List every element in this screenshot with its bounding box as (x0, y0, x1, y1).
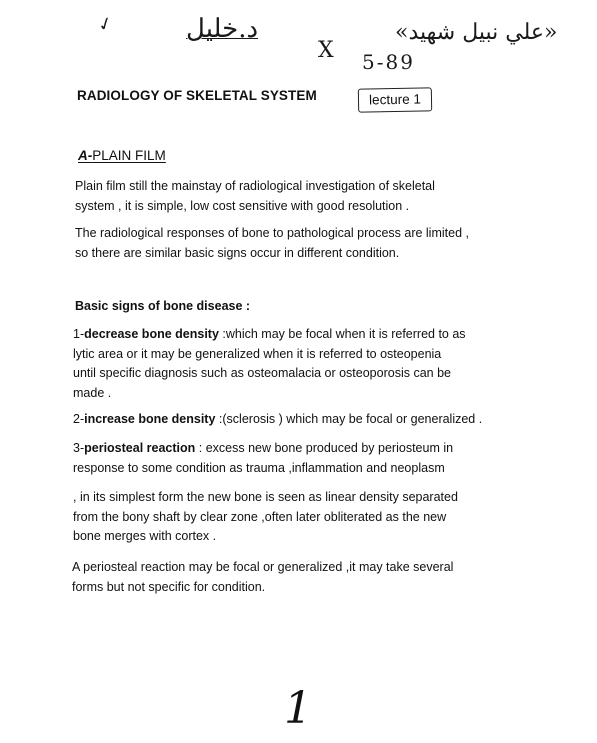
section-letter: A- (78, 148, 93, 163)
sign-decrease-bone-density (73, 325, 493, 403)
handwritten-arabic-name-right: «علي نبيل شهيد» (395, 20, 558, 45)
paragraph-plain-film-intro: Plain film still the mainstay of radiological investigation of skeletal system , it is simple, low cost sensitive with good resolution . (75, 179, 435, 213)
lecture-label-box: lecture 1 (358, 87, 432, 112)
handwritten-page-number: 1 (284, 683, 312, 734)
sign-description: :(sclerosis ) which may be focal or generalized . (215, 412, 483, 426)
sign-term: decrease bone density (84, 327, 219, 341)
paragraph-periosteal-forms: A periosteal reaction may be focal or generalized ,it may take several forms but not specific for condition. (72, 560, 454, 594)
basic-signs-heading: Basic signs of bone disease : (75, 299, 251, 313)
sign-increase-bone-density (73, 410, 533, 430)
sign-number: 1- (73, 327, 85, 341)
sign-periosteal-reaction (73, 439, 493, 478)
paragraph-radiological-responses: The radiological responses of bone to pathological process are limited , so there are similar basic signs occur in different condition. (75, 226, 469, 260)
sign-number: 2- (73, 412, 85, 426)
handwritten-score: 5-89 (362, 50, 415, 74)
sign-number: 3- (73, 441, 85, 455)
sign-description: :which may be focal when it is referred to as lytic area or it may be generalized when it is referred to osteopenia until specific diagnosis such as osteomalacia or osteoporosis can be made . (73, 327, 466, 400)
sign-description: : excess new bone produced by periosteum in response to some condition as trauma ,inflammation and neoplasm (73, 441, 454, 475)
paragraph-new-bone-form: , in its simplest form the new bone is seen as linear density separated from the bony shaft by clear zone ,often later obliterated as the new bone merges with cortex . (73, 490, 458, 543)
handwritten-x-mark: X (318, 38, 334, 63)
document-title: RADIOLOGY OF SKELETAL SYSTEM (77, 88, 317, 103)
sign-term: periosteal reaction (84, 441, 196, 455)
handwritten-arabic-name-left: د.خليل (186, 14, 259, 44)
section-title-text: PLAIN FILM (92, 148, 166, 163)
handwritten-tick-mark: ✓ (94, 12, 117, 37)
sign-term: increase bone density (84, 412, 216, 426)
section-heading (78, 148, 166, 163)
